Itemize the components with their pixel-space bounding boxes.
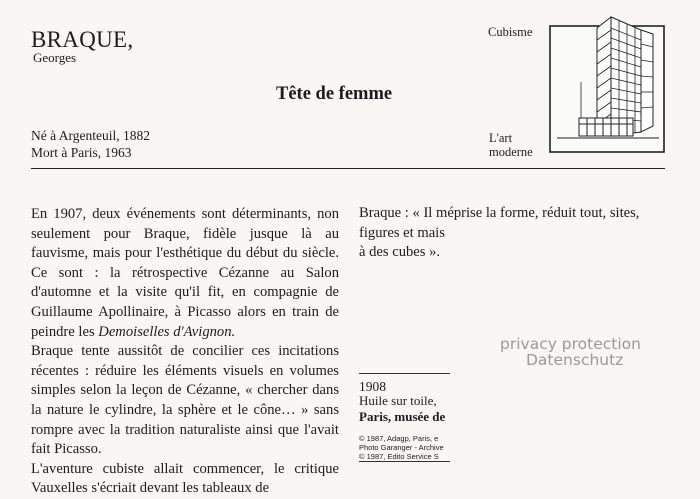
copyright-credits — [359, 434, 450, 461]
quote-line-2: figures et mais — [359, 224, 445, 241]
quote-line-1: Braque : « Il méprise la forme, réduit tout, sites, — [359, 205, 640, 221]
artwork-location: Paris, musée de — [359, 409, 446, 424]
artist-last-name: BRAQUE, — [31, 27, 134, 52]
quote-column — [359, 204, 659, 263]
paragraph-1-text: En 1907, deux événements sont déterminants, non seulement pour Braque, fidèle jusque là au fauvisme, mais pour l'esthétique du début du siècle. Ce sont : la rétrospective Cézanne au Salon d'automne et la visite qu'il fit, en compagnie de Guillaume Apollinaire, à Picasso alors en train de peindre les — [31, 206, 339, 340]
main-text-column — [31, 205, 339, 499]
movement-label: Cubisme — [488, 25, 533, 39]
artist-bio — [31, 128, 150, 161]
privacy-watermark — [500, 336, 641, 368]
artwork-caption — [359, 393, 450, 425]
caption-divider-bottom — [359, 461, 450, 462]
artwork-title: Tête de femme — [276, 84, 393, 104]
credit-line-1: © 1987, Adagp, Paris, e — [359, 434, 439, 443]
paragraph-1 — [31, 205, 339, 342]
paragraph-3: L'aventure cubiste allait commencer, le critique Vauxelles s'écriait devant les tableaux de — [31, 460, 339, 497]
artist-first-name: Georges — [33, 50, 77, 65]
credit-line-3: © 1987, Edito Service S — [359, 452, 439, 461]
birth-info: Né à Argenteuil, 1882 — [31, 128, 150, 143]
series-label — [489, 131, 549, 159]
artwork-medium: Huile sur toile, — [359, 393, 437, 408]
credit-line-2: Photo Garanger - Archive — [359, 443, 444, 452]
series-label-line2: moderne — [489, 145, 533, 159]
caption-divider-top — [359, 373, 450, 374]
italic-work-title: Demoiselles d'Avignon. — [98, 323, 236, 340]
death-info: Mort à Paris, 1963 — [31, 144, 132, 160]
quote-line-3: à des cubes ». — [359, 244, 441, 261]
series-label-line1: L'art — [489, 131, 513, 145]
paragraph-2: Braque tente aussitôt de concilier ces incitations récentes : réduire les éléments visuels en volumes simples selon la leçon de Cézanne, « chercher dans la nature le cylindre, la sphère et le cône… » sans rompre avec la tradition naturaliste ainsi que l'avait fait Picasso. — [31, 343, 339, 458]
watermark-line-1: privacy protection — [500, 335, 641, 353]
header-divider — [31, 168, 665, 169]
building-illustration — [549, 14, 665, 154]
watermark-line-2: Datenschutz — [526, 351, 624, 369]
artwork-date: 1908 — [359, 379, 386, 394]
